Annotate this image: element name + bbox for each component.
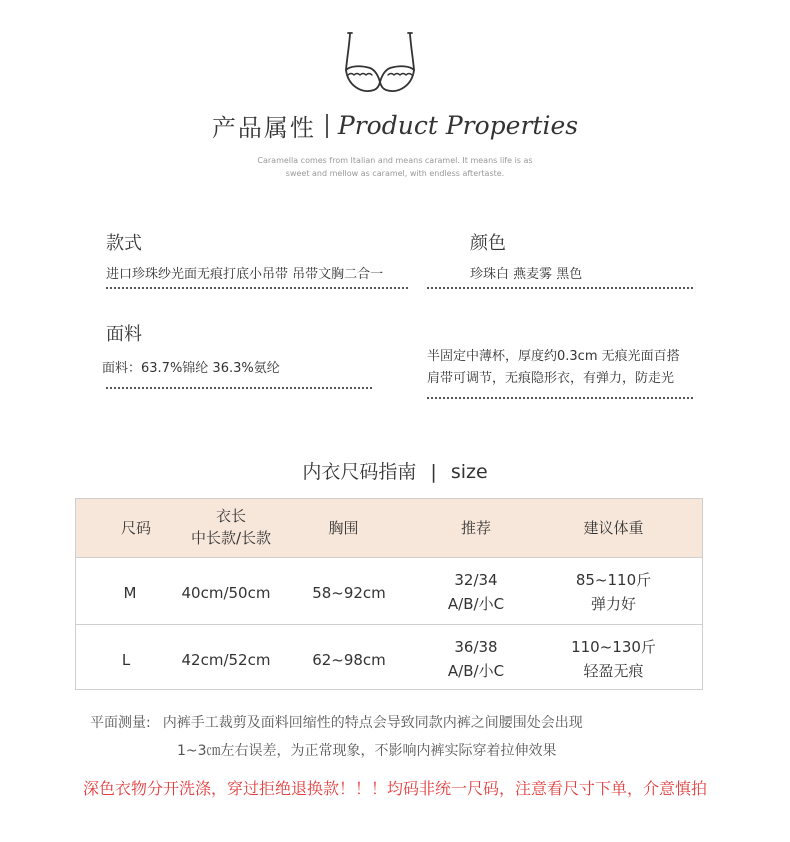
measure-note-text-1: 内裤手工裁剪及面料回缩性的特点会导致同款内裤之间腰围处会出现 <box>162 715 583 731</box>
color-divider <box>427 287 693 289</box>
header-recommend: 推荐 <box>460 519 491 537</box>
header-length-line2: 中长款/长款 <box>190 529 272 547</box>
measure-note-line-2: 1~3㎝左右误差，为正常现象，不影响内裤实际穿着拉伸效果 <box>177 743 557 759</box>
style-value: 进口珍珠纱光面无痕打底小吊带 吊带文胸二合一 <box>106 267 384 282</box>
size-heading-divider: | <box>430 461 437 483</box>
title-en: Product Properties <box>337 111 579 140</box>
title-divider <box>326 114 328 138</box>
row-m-bust: 58~92cm <box>312 584 386 602</box>
row-l-note: 轻盈无痕 <box>583 662 644 680</box>
row-m-recommend: 32/34 <box>454 571 498 589</box>
row-l-weight: 110~130斤 <box>571 638 656 656</box>
row-m-note: 弹力好 <box>590 595 636 613</box>
color-value: 珍珠白 燕麦雾 黑色 <box>470 267 583 282</box>
feature-line-2: 肩带可调节，无痕隐形衣，有弹力，防走光 <box>427 371 675 386</box>
row-l-cup: A/B/小C <box>447 662 505 680</box>
size-table <box>75 498 703 690</box>
row-m-length: 40cm/50cm <box>181 584 271 602</box>
row-l-size: L <box>121 651 131 669</box>
page-title <box>0 108 790 143</box>
size-heading-cn: 内衣尺码指南 <box>302 461 417 483</box>
bra-line-icon <box>340 28 420 98</box>
measure-note-line-1 <box>90 712 583 732</box>
table-row-divider <box>76 624 702 625</box>
subtitle-line-2: sweet and mellow as caramel, with endless aftertaste. <box>285 169 505 178</box>
row-l-length: 42cm/52cm <box>181 651 271 669</box>
color-label: 颜色 <box>470 233 506 254</box>
header-weight: 建议体重 <box>583 519 644 537</box>
fabric-value: 面料：63.7%锦纶 36.3%氨纶 <box>102 361 280 376</box>
title-cn: 产品属性 <box>211 114 316 142</box>
row-l-recommend: 36/38 <box>454 638 498 656</box>
row-l-bust: 62~98cm <box>312 651 386 669</box>
row-m-cup: A/B/小C <box>447 595 505 613</box>
style-divider <box>106 287 408 289</box>
header-length-line1: 衣长 <box>215 507 246 525</box>
row-m-size: M <box>123 584 137 602</box>
row-m-weight: 85~110斤 <box>575 571 652 589</box>
table-header-divider <box>76 557 702 558</box>
style-label: 款式 <box>106 233 142 254</box>
feature-divider <box>427 397 693 399</box>
size-heading-en: size <box>450 461 488 483</box>
feature-line-1: 半固定中薄杯，厚度约0.3cm 无痕光面百搭 <box>427 349 680 364</box>
header-bust: 胸围 <box>328 519 359 537</box>
fabric-divider <box>106 387 372 389</box>
size-guide-heading <box>0 457 790 484</box>
subtitle-line-1: Caramella comes from Italian and means caramel. It means life is as <box>257 156 533 165</box>
measure-note-label: 平面测量: <box>90 715 151 731</box>
header-size: 尺码 <box>120 519 151 537</box>
fabric-label: 面料 <box>106 324 142 345</box>
warning-text: 深色衣物分开洗涤，穿过拒绝退换款！！！均码非统一尺码，注意看尺寸下单，介意慎拍 <box>82 779 707 798</box>
